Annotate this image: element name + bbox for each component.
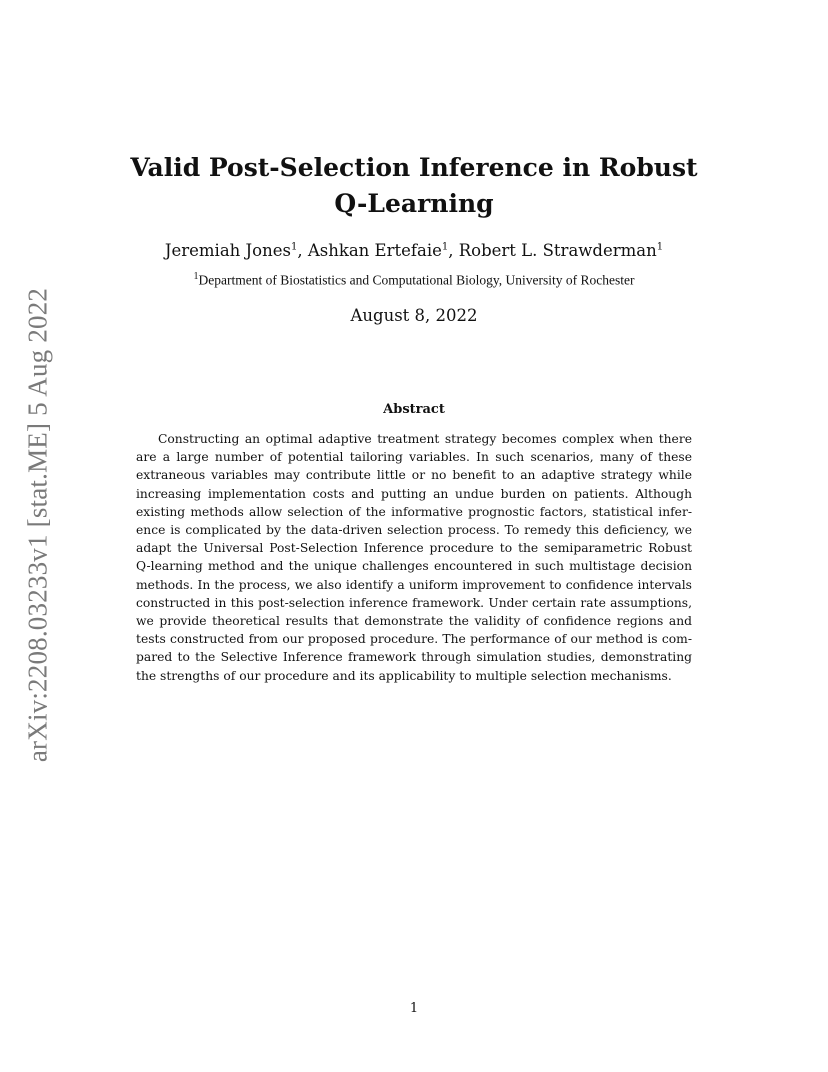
abstract-line: Constructing an optimal adaptive treatment strategy becomes complex when there — [158, 432, 692, 446]
affiliation-text: Department of Biostatistics and Computational Biology, University of Rochester — [198, 272, 635, 288]
abstract-line: the strengths of our procedure and its applicability to multiple selection mechanisms. — [136, 668, 672, 683]
abstract-body — [136, 430, 692, 685]
abstract-line: increasing implementation costs and putting an undue burden on patients. Although — [136, 486, 692, 501]
author-separator: , — [297, 241, 308, 260]
author-affiliation-mark: 1 — [441, 241, 449, 253]
abstract-line: pared to the Selective Inference framework through simulation studies, demonstrating — [136, 650, 692, 665]
author-list — [0, 241, 828, 260]
abstract-line: ence is complicated by the data-driven selection process. To remedy this deficiency, we — [136, 523, 692, 538]
abstract-line: we provide theoretical results that demonstrate the validity of confidence regions and — [136, 614, 692, 629]
abstract-line: existing methods allow selection of the informative prognostic factors, statistical infer- — [136, 504, 692, 519]
abstract-heading: Abstract — [383, 402, 445, 417]
author-name: Ashkan Ertefaie — [307, 241, 442, 260]
abstract-line: constructed in this post-selection inference framework. Under certain rate assumptions, — [136, 595, 692, 610]
abstract-line: are a large number of potential tailoring variables. In such scenarios, many of these — [136, 450, 692, 465]
paper-title-line-1: Valid Post-Selection Inference in Robust — [130, 153, 698, 182]
abstract-line: tests constructed from our proposed procedure. The performance of our method is com- — [136, 632, 692, 647]
abstract-line: adapt the Universal Post-Selection Inference procedure to the semiparametric Robust — [136, 541, 692, 556]
affiliation-mark: 1 — [193, 271, 199, 282]
author-affiliation-mark: 1 — [656, 241, 664, 253]
author-name: Robert L. Strawderman — [458, 241, 657, 260]
author-separator: , — [448, 241, 459, 260]
paper-title — [0, 150, 828, 222]
paper-title-line-2: Q-Learning — [334, 189, 494, 218]
page-number: 1 — [409, 1001, 419, 1016]
author-affiliation-mark: 1 — [290, 241, 298, 253]
publication-date: August 8, 2022 — [350, 306, 478, 325]
arxiv-identifier-stamp: arXiv:2208.03233v1 [stat.ME] 5 Aug 2022 — [22, 287, 53, 763]
abstract-line: extraneous variables may contribute little or no benefit to an adaptive strategy while — [136, 468, 692, 483]
affiliation — [0, 271, 828, 289]
abstract-line: methods. In the process, we also identify a uniform improvement to confidence intervals — [136, 577, 692, 592]
author-name: Jeremiah Jones — [164, 241, 291, 260]
abstract-line: Q-learning method and the unique challenges encountered in such multistage decision — [136, 559, 692, 574]
